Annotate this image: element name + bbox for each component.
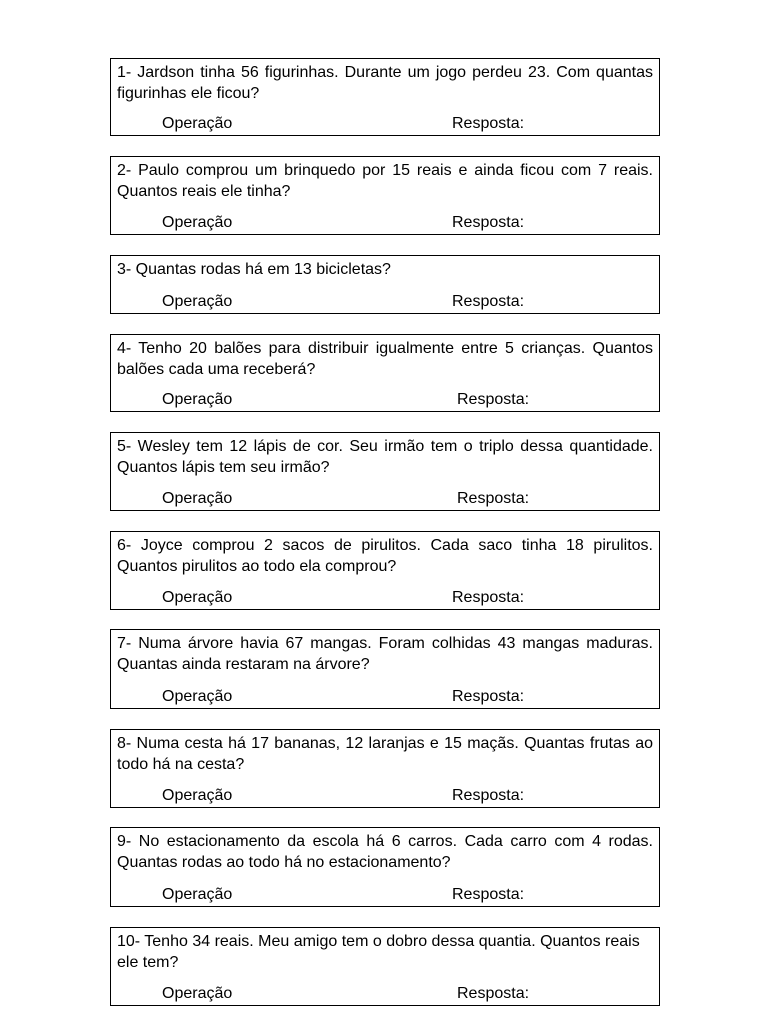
answer-row	[111, 984, 659, 1004]
answer-label: Resposta:	[457, 985, 530, 1002]
problem-box-7	[110, 629, 660, 709]
answer-row	[111, 786, 659, 806]
problem-box-4	[110, 334, 660, 412]
operation-label: Operação	[162, 787, 233, 804]
problem-text: 5- Wesley tem 12 lápis de cor. Seu irmão tem o triplo dessa quantidade. Quantos lápis tem seu irmão?	[117, 438, 653, 476]
operation-label: Operação	[162, 589, 233, 606]
problem-box-9	[110, 827, 660, 907]
operation-label: Operação	[162, 490, 233, 507]
problem-box-8	[110, 729, 660, 808]
operation-label: Operação	[162, 391, 233, 408]
answer-label: Resposta:	[457, 391, 530, 408]
answer-row	[111, 687, 659, 707]
problem-box-5	[110, 432, 660, 511]
answer-row	[111, 213, 659, 233]
answer-row	[111, 588, 659, 608]
answer-row	[111, 489, 659, 509]
problem-text: 6- Joyce comprou 2 sacos de pirulitos. Cada saco tinha 18 pirulitos. Quantos pirulitos ao todo ela comprou?	[117, 537, 653, 575]
answer-label: Resposta:	[452, 589, 525, 606]
answer-label: Resposta:	[457, 490, 530, 507]
problem-text: 3- Quantas rodas há em 13 bicicletas?	[117, 261, 391, 278]
answer-row	[111, 114, 659, 134]
operation-label: Operação	[162, 688, 233, 705]
operation-label: Operação	[162, 115, 233, 132]
problem-box-2	[110, 156, 660, 235]
problem-text: 9- No estacionamento da escola há 6 carros. Cada carro com 4 rodas. Quantas rodas ao todo há no estacionamento?	[117, 833, 653, 871]
answer-label: Resposta:	[452, 293, 525, 310]
operation-label: Operação	[162, 293, 233, 310]
answer-label: Resposta:	[452, 115, 525, 132]
problem-text: 10- Tenho 34 reais. Meu amigo tem o dobro dessa quantia. Quantos reais ele tem?	[117, 933, 640, 971]
answer-row	[111, 292, 659, 312]
problem-text: 7- Numa árvore havia 67 mangas. Foram colhidas 43 mangas maduras. Quantas ainda restaram na árvore?	[117, 635, 653, 673]
answer-label: Resposta:	[452, 787, 525, 804]
problem-box-10	[110, 927, 660, 1006]
answer-label: Resposta:	[452, 688, 525, 705]
operation-label: Operação	[162, 886, 233, 903]
problem-text: 1- Jardson tinha 56 figurinhas. Durante um jogo perdeu 23. Com quantas figurinhas ele ficou?	[117, 64, 653, 102]
answer-row	[111, 390, 659, 410]
problem-text: 8- Numa cesta há 17 bananas, 12 laranjas e 15 maçãs. Quantas frutas ao todo há na cesta?	[117, 735, 653, 773]
problem-text: 2- Paulo comprou um brinquedo por 15 reais e ainda ficou com 7 reais. Quantos reais ele tinha?	[117, 162, 653, 200]
operation-label: Operação	[162, 985, 233, 1002]
answer-label: Resposta:	[452, 214, 525, 231]
problem-box-1	[110, 58, 660, 136]
answer-label: Resposta:	[452, 886, 525, 903]
operation-label: Operação	[162, 214, 233, 231]
answer-row	[111, 885, 659, 905]
problem-text: 4- Tenho 20 balões para distribuir igualmente entre 5 crianças. Quantos balões cada uma receberá?	[117, 340, 653, 378]
problem-box-6	[110, 531, 660, 610]
problem-box-3	[110, 255, 660, 314]
